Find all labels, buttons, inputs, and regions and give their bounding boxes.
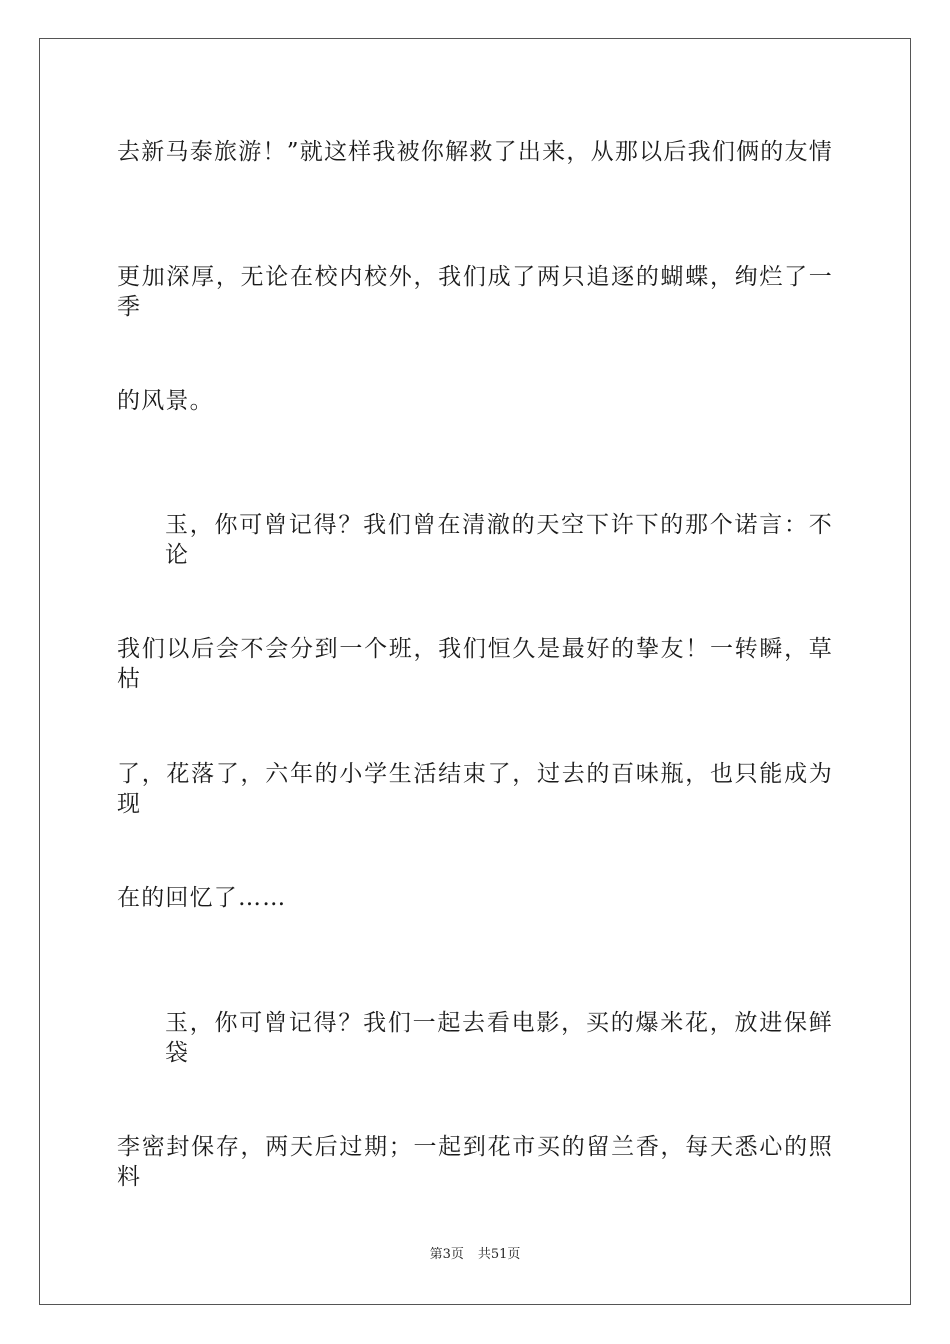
text-line-7: 在的回忆了……	[117, 885, 287, 911]
total-pages: 共51页	[477, 1247, 521, 1262]
text-line-5: 我们以后会不会分到一个班，我们恒久是最好的挚友！一转瞬，草枯	[117, 636, 833, 692]
page-number: 第3页	[429, 1247, 464, 1262]
text-line-2: 更加深厚，无论在校内校外，我们成了两只追逐的蝴蝶，绚烂了一季	[117, 264, 833, 320]
page-footer	[0, 1246, 950, 1264]
text-line-4: 玉，你可曾记得？我们曾在清澈的天空下许下的那个诺言：不论	[165, 512, 833, 568]
text-line-9: 李密封保存，两天后过期；一起到花市买的留兰香，每天悉心的照料	[117, 1134, 833, 1190]
text-line-3: 的风景。	[117, 388, 214, 414]
text-line-6: 了，花落了，六年的小学生活结束了，过去的百味瓶，也只能成为现	[117, 761, 833, 817]
text-line-8: 玉，你可曾记得？我们一起去看电影，买的爆米花，放进保鲜袋	[165, 1010, 833, 1066]
text-line-1: 去新马泰旅游！”就这样我被你解救了出来，从那以后我们俩的友情	[117, 139, 833, 165]
